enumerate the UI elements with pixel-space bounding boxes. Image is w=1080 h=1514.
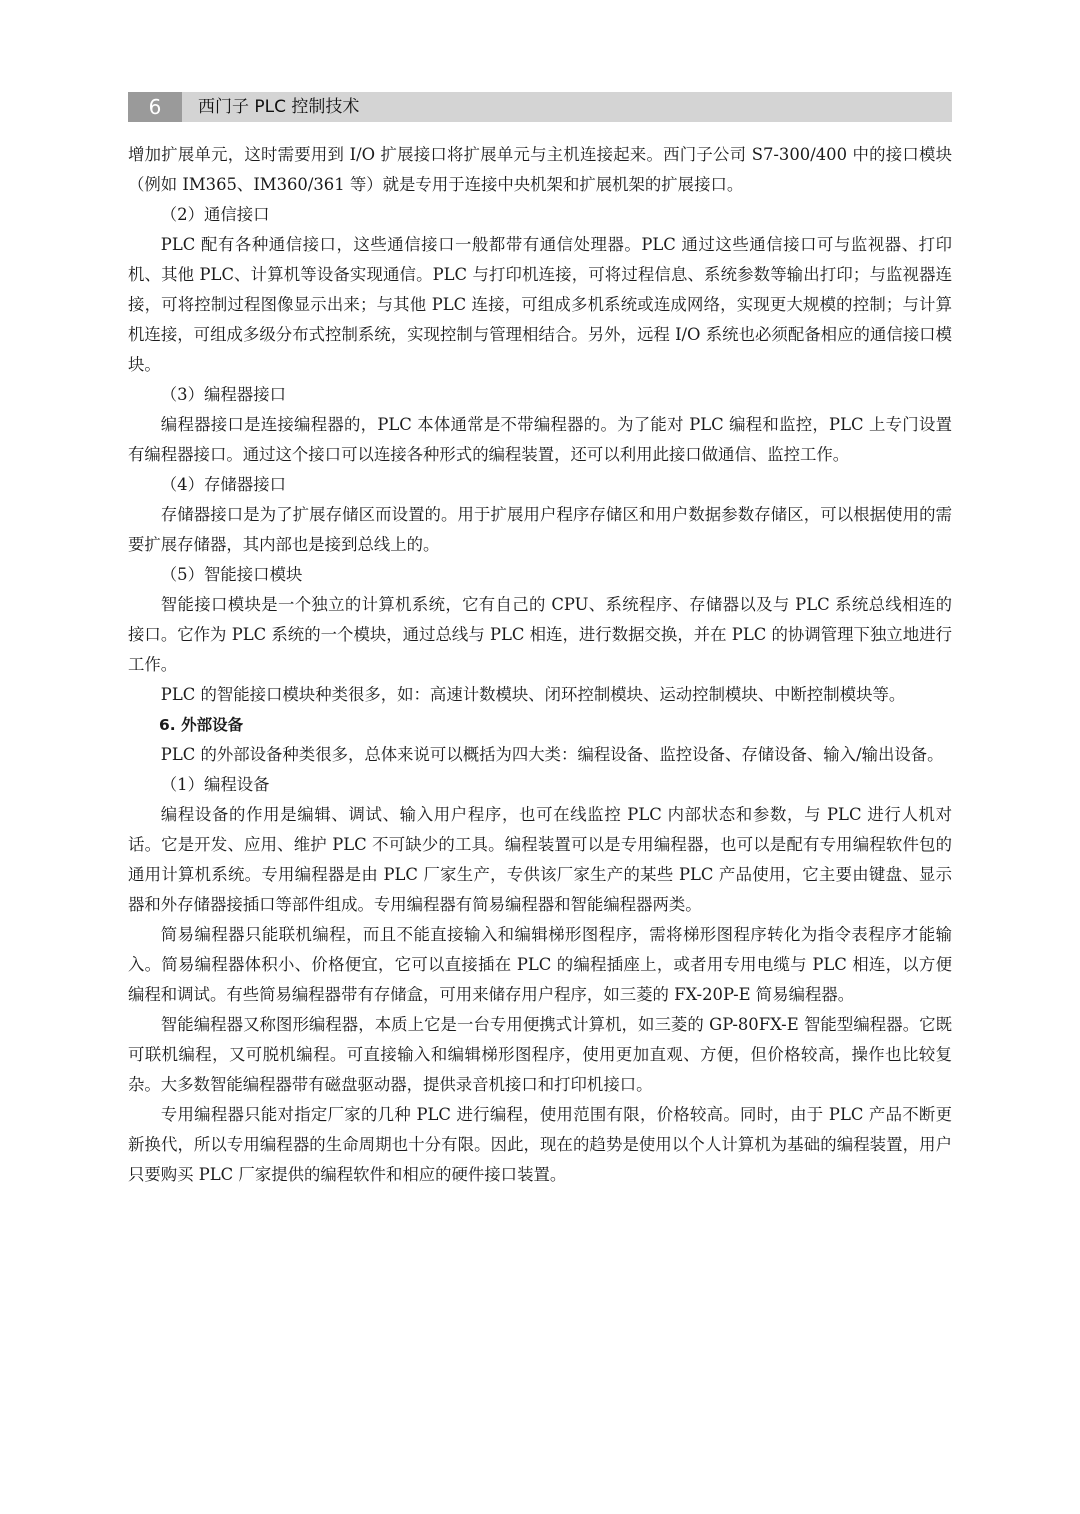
paragraph-communication-interface: PLC 配有各种通信接口，这些通信接口一般都带有通信处理器。PLC 通过这些通信接口可与监视器、打印机、其他 PLC、计算机等设备实现通信。PLC 与打印机连接，可将过程信息、系统参数等输出打印；与监视器连接，可将控制过程图像显示出来；与其他 PLC 连接，可组成多机系统或连成网络，实现更大规模的控制；与计算机连接，可组成多级分布式控制系统，实现控制与管理相结合。另外，远程 I/O 系统也必须配备相应的通信接口模块。 — [128, 235, 952, 374]
section-heading-external-devices: 6. 外部设备 — [159, 716, 244, 734]
paragraph-external-devices: PLC 的外部设备种类很多，总体来说可以概括为四大类：编程设备、监控设备、存储设备、输入/输出设备。 — [160, 745, 944, 764]
page-number: 6 — [128, 92, 182, 122]
paragraph-dedicated-programmer: 专用编程器只能对指定厂家的几种 PLC 进行编程，使用范围有限，价格较高。同时，由于 PLC 产品不断更新换代，所以专用编程器的生命周期也十分有限。因此，现在的趋势是使用以个人计算机为基础的编程装置，用户只要购买 PLC 厂家提供的编程软件和相应的硬件接口装置。 — [128, 1105, 952, 1184]
heading-smart-interface-module: （5）智能接口模块 — [160, 565, 303, 584]
heading-programmer-interface: （3）编程器接口 — [160, 385, 286, 404]
heading-communication-interface: （2）通信接口 — [160, 205, 270, 224]
running-header — [128, 92, 952, 122]
paragraph-programming-devices: 编程设备的作用是编辑、调试、输入用户程序，也可在线监控 PLC 内部状态和参数，与 PLC 进行人机对话。它是开发、应用、维护 PLC 不可缺少的工具。编程装置可以是专用编程器，也可以是配有专用编程软件包的通用计算机系统。专用编程器是由 PLC 厂家生产，专供该厂家生产的某些 PLC 产品使用，它主要由键盘、显示器和外存储器接插口等部件组成。专用编程器有简易编程器和智能编程器两类。 — [128, 805, 952, 914]
paragraph-simple-programmer: 简易编程器只能联机编程，而且不能直接输入和编辑梯形图程序，需将梯形图程序转化为指令表程序才能输入。简易编程器体积小、价格便宜，它可以直接插在 PLC 的编程插座上，或者用专用电缆与 PLC 相连，以方便编程和调试。有些简易编程器带有存储盒，可用来储存用户程序，如三菱的 FX-20P-E 简易编程器。 — [128, 925, 952, 1004]
paragraph-smart-interface-module: 智能接口模块是一个独立的计算机系统，它有自己的 CPU、系统程序、存储器以及与 PLC 系统总线相连的接口。它作为 PLC 系统的一个模块，通过总线与 PLC 相连，进行数据交换，并在 PLC 的协调管理下独立地进行工作。 — [128, 595, 952, 674]
heading-memory-interface: （4）存储器接口 — [160, 475, 286, 494]
heading-programming-devices: （1）编程设备 — [160, 775, 270, 794]
paragraph-programmer-interface: 编程器接口是连接编程器的，PLC 本体通常是不带编程器的。为了能对 PLC 编程和监控，PLC 上专门设置有编程器接口。通过这个接口可以连接各种形式的编程装置，还可以利用此接口做通信、监控工作。 — [128, 415, 952, 464]
book-title: 西门子 PLC 控制技术 — [198, 97, 360, 117]
body-text — [128, 140, 952, 1190]
paragraph-smart-module-types: PLC 的智能接口模块种类很多，如：高速计数模块、闭环控制模块、运动控制模块、中断控制模块等。 — [160, 685, 906, 704]
paragraph-memory-interface: 存储器接口是为了扩展存储区而设置的。用于扩展用户程序存储区和用户数据参数存储区，可以根据使用的需要扩展存储器，其内部也是接到总线上的。 — [128, 505, 952, 554]
paragraph-io-expansion: 增加扩展单元，这时需要用到 I/O 扩展接口将扩展单元与主机连接起来。西门子公司 S7-300/400 中的接口模块（例如 IM365、IM360/361 等）就是专用于连接中央机架和扩展机架的扩展接口。 — [128, 145, 952, 194]
paragraph-smart-programmer: 智能编程器又称图形编程器，本质上它是一台专用便携式计算机，如三菱的 GP-80FX-E 智能型编程器。它既可联机编程，又可脱机编程。可直接输入和编辑梯形图程序，使用更加直观、方便，但价格较高，操作也比较复杂。大多数智能编程器带有磁盘驱动器，提供录音机接口和打印机接口。 — [128, 1015, 952, 1094]
